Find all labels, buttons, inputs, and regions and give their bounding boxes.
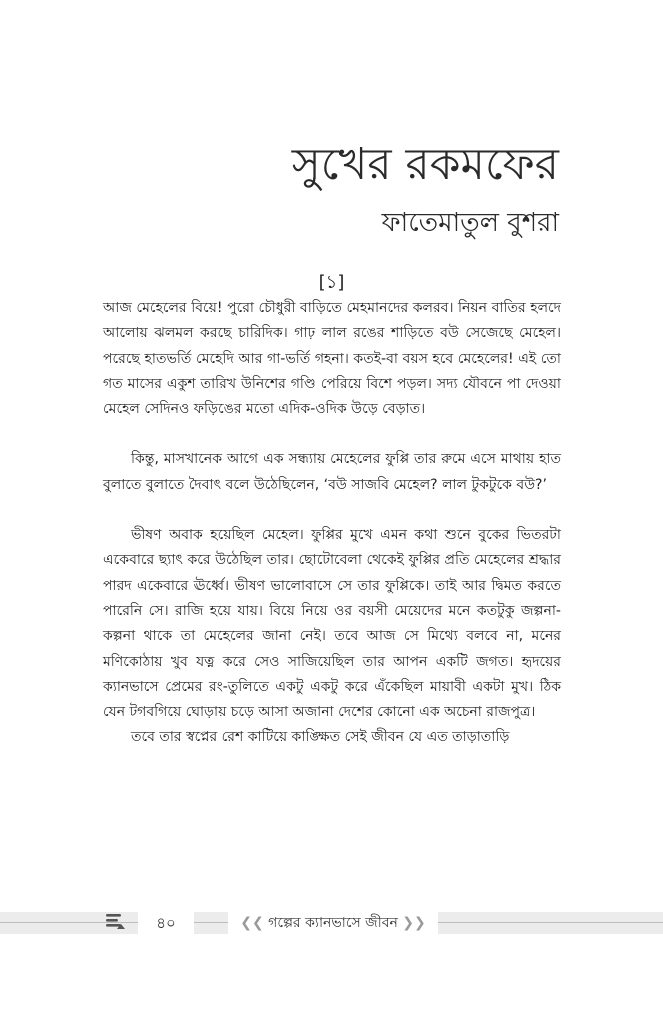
story-title: সুখের রকমফের [291, 139, 559, 190]
paragraph: আজ মেহেলের বিয়ে! পুরো চৌধুরী বাড়িতে মেহমানদের কলরব। নিয়ন বাতির হলদে আলোয় ঝলমল করছে চারিদিক। গাঢ় লাল রঙের শাড়িতে বউ সেজেছে মেহেল। পরেছে হাতভর্তি মেহেদি আর গা-ভর্তি গহনা। কতই-বা বয়স হবে মেহেলের! এই তো গত মাসের একুশ তারিখ উনিশের গণ্ডি পেরিয়ে বিশে পড়ল। সদ্য যৌবনে পা দেওয়া মেহেল সেদিনও ফড়িঙের মতো এদিক-ওদিক উড়ে বেড়াত। [103, 300, 561, 418]
paragraph: কিন্তু, মাসখানেক আগে এক সন্ধ্যায় মেহেলের ফুপ্পি তার রুমে এসে মাথায় হাত বুলাতে বুলাতে দৈবাৎ বলে উঠেছিলেন, ‘বউ সাজবি মেহেল? লাল টুকটুকে বউ?’ [103, 451, 561, 493]
paragraph: তবে তার স্বপ্নের রেশ কাটিয়ে কাঙ্ক্ষিত সেই জীবন যে এত তাড়াতাড়ি [131, 729, 510, 746]
paragraph: ভীষণ অবাক হয়েছিল মেহেল। ফুপ্পির মুখে এমন কথা শুনে বুকের ভিতরটা একেবারে ছ্যাৎ করে উঠেছিল তার। ছোটোবেলা থেকেই ফুপ্পির প্রতি মেহেলের শ্রদ্ধার পারদ একেবারে ঊর্ধ্বে। ভীষণ ভালোবাসে সে তার ফুপ্পিকে। তাই আর দ্বিমত করতে পারেনি সে। রাজি হয়ে যায়। বিয়ে নিয়ে ওর বয়সী মেয়েদের মনে কতটুকু জল্পনা-কল্পনা থাকে তা মেহেলের জানা নেই। তবে আজ সে মিথ্যে বলবে না, মনের মণিকোঠায় খুব যত্ন করে সেও সাজিয়েছিল তার আপন একটি জগত। হৃদয়ের ক্যানভাসে প্রেমের রং-তুলিতে একটু একটু করে এঁকেছিল মায়াবী একটা মুখ। ঠিক যেন টগবগিয়ে ঘোড়ায় চড়ে আসা অজানা দেশের কোনো এক অচেনা রাজপুত্র। [103, 527, 561, 721]
story-body [103, 296, 561, 751]
publisher-logo-icon [104, 911, 126, 935]
chapter-number: [১] [318, 272, 345, 293]
chevron-right-icon: ❯❯ [397, 915, 426, 931]
page-footer [0, 908, 663, 938]
page-number: ৪০ [138, 908, 194, 938]
paragraph-gap [103, 422, 561, 447]
author-name: ফাতেমাতুল বুশরা [381, 208, 559, 238]
chevron-left-icon: ❮❮ [240, 915, 269, 931]
book-title: গল্পের ক্যানভাসে জীবন [268, 915, 398, 931]
paragraph-gap [103, 498, 561, 523]
running-title [228, 908, 438, 938]
